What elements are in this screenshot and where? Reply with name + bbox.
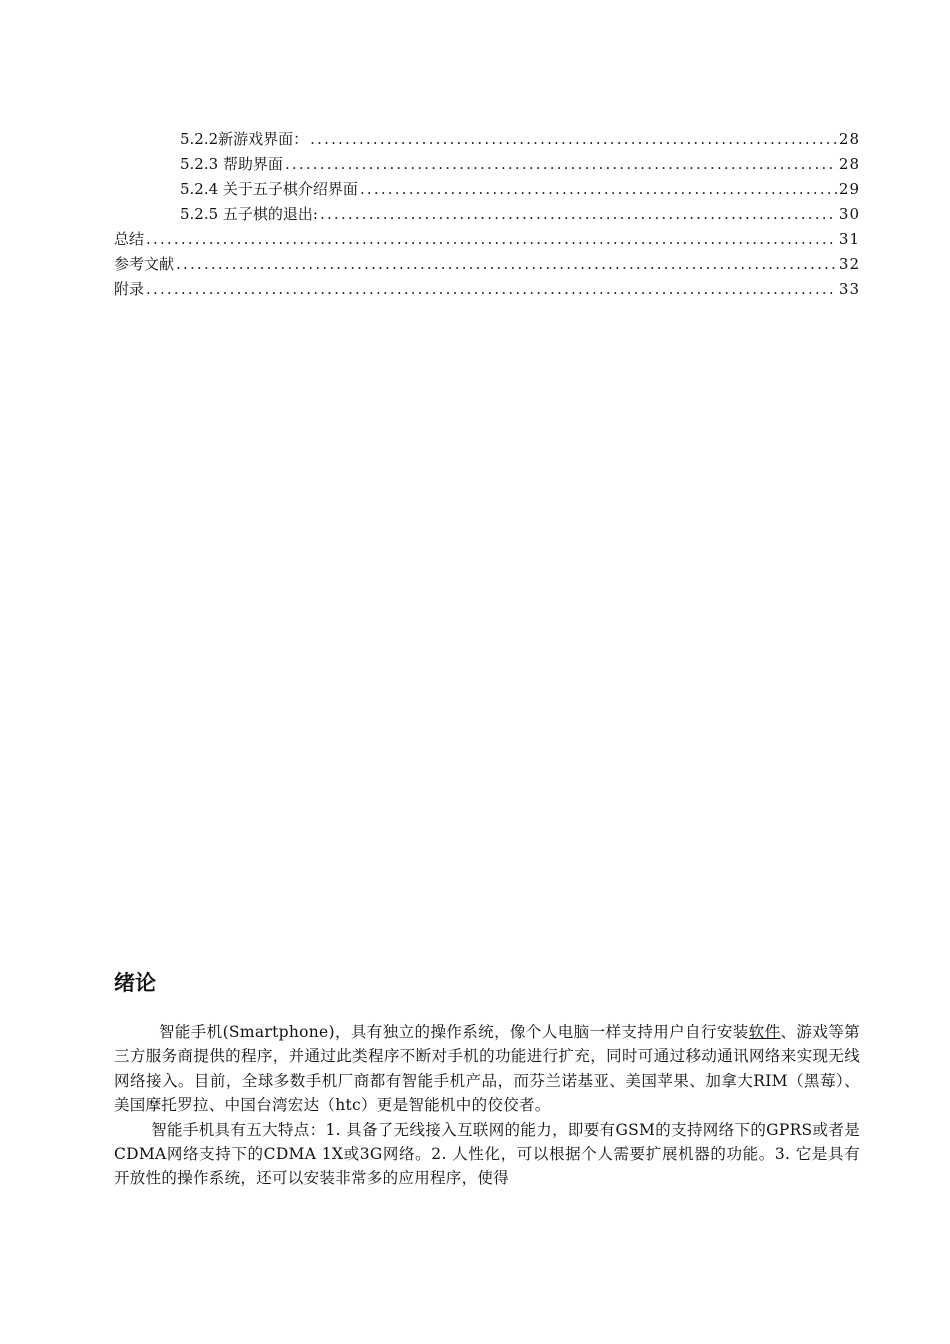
paragraph-1 — [114, 1020, 860, 1118]
toc-entry-page: 29 — [838, 180, 860, 198]
toc-entry-label: 附录 — [114, 280, 145, 298]
toc-entry-page: 31 — [838, 230, 860, 248]
section-body — [114, 1020, 860, 1191]
paragraph-1-text-start: 智能手机(Smartphone)，具有独立的操作系统，像个人电脑一样支持用户自行安装 — [158, 1023, 749, 1041]
toc-leader-dots — [176, 252, 837, 277]
toc-leader-dots — [310, 127, 837, 152]
toc-entry-page: 28 — [838, 130, 860, 148]
toc-leader-dots — [285, 152, 837, 177]
toc-entry-label: 5.2.2新游戏界面： — [180, 130, 309, 148]
paragraph-1-text-end: 、游戏等第三方服务商提供的程序，并通过此类程序不断对手机的功能进行扩充，同时可通过移动通讯网络来实现无线网络接入。目前，全球多数手机厂商都有智能手机产品，而芬兰诺基亚、美国苹果、加拿大RIM（黑莓）、美国摩托罗拉、中国台湾宏达（htc）更是智能机中的佼佼者。 — [114, 1023, 860, 1115]
toc-entry[interactable] — [114, 252, 860, 277]
toc-entry[interactable] — [114, 177, 860, 202]
toc-entry[interactable] — [114, 127, 860, 152]
toc-leader-dots — [360, 177, 837, 202]
toc-entry[interactable] — [114, 152, 860, 177]
paragraph-2: 智能手机具有五大特点：1. 具备了无线接入互联网的能力，即要有GSM的支持网络下的GPRS或者是CDMA网络支持下的CDMA 1X或3G网络。2. 人性化，可以根据个人需要扩展机器的功能。3. 它是具有开放性的操作系统，还可以安装非常多的应用程序，使得 — [114, 1120, 860, 1188]
toc-entry-label: 总结 — [114, 230, 145, 248]
toc-entry[interactable] — [114, 277, 860, 302]
software-link[interactable]: 软件 — [748, 1023, 781, 1041]
section-title: 绪论 — [114, 971, 156, 995]
toc-entry-label: 5.2.4 关于五子棋介绍界面 — [180, 180, 358, 198]
toc-entry[interactable] — [114, 227, 860, 252]
toc-entry-label: 5.2.3 帮助界面 — [180, 155, 283, 173]
toc-leader-dots — [320, 202, 837, 227]
toc-entry-page: 30 — [838, 205, 860, 223]
toc-entry[interactable] — [114, 202, 860, 227]
toc-entry-label: 5.2.5 五子棋的退出: — [180, 205, 318, 223]
toc-leader-dots — [146, 277, 837, 302]
toc-entry-label: 参考文献 — [114, 255, 175, 273]
toc-entry-page: 32 — [838, 255, 860, 273]
table-of-contents — [114, 127, 860, 302]
toc-entry-page: 33 — [838, 280, 860, 298]
toc-leader-dots — [146, 227, 837, 252]
toc-entry-page: 28 — [838, 155, 860, 173]
